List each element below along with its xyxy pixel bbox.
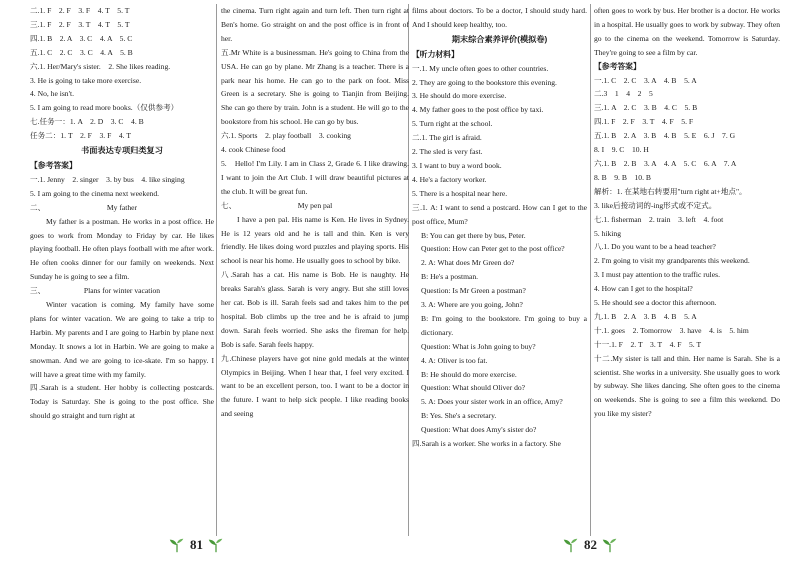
- answer-line: 二.1. F 2. F 3. F 4. T 5. T: [30, 6, 130, 15]
- answer-line: 3. A: Where are you going, John?: [421, 300, 523, 310]
- answer-line: 一.1. C 2. C 3. A 4. B 5. A: [594, 75, 697, 85]
- page-number: 82: [584, 537, 597, 552]
- answer-tag: 【参考答案】: [30, 160, 77, 170]
- column-3: [412, 4, 587, 451]
- section-heading-final-exam: 期末综合素养评价(模拟卷): [451, 34, 548, 44]
- answer-line: 一.1. My uncle often goes to other countries.: [412, 63, 549, 73]
- sprout-icon: [207, 536, 225, 554]
- answer-line: B: He's a postman.: [421, 272, 479, 282]
- answer-line: 四.1. B 2. A 3. C 4. A 5. C: [30, 33, 133, 43]
- passage-directions: the cinema. Turn right again and turn left. Then turn right at Ben's home. Go straight on and the post office is in front of her.: [221, 6, 409, 43]
- answer-line: 一.1. Jenny 2. singer 3. by bus 4. like singing: [30, 174, 185, 184]
- answer-line: 5. I am going to the cinema next weekend.: [30, 188, 160, 198]
- answer-line: 三.1. A 2. C 3. B 4. C 5. B: [594, 103, 698, 113]
- answer-line: Question: Is Mr Green a postman?: [421, 286, 526, 296]
- answer-line: Question: What should Oliver do?: [421, 383, 526, 393]
- essay-my-sister: 十二.My sister is tall and thin. Her name is Sarah. She is a scientist. She works in a university. She usually goes to work by subway. She likes dancing. She often goes to the cinema on weekends. She is going to see a film this weekend. Do you like my sister?: [594, 353, 780, 419]
- dialog-line: 5. A: Does your sister work in an office, Amy?: [421, 397, 563, 407]
- answer-line: Question: What is John going to buy?: [421, 341, 536, 351]
- passage-mr-white: 五.Mr White is a businessman. He's going to China from the USA. He can go by plane. Mr Zhang is a teacher. There is a park near his home. He can go to the park on foot. Miss Green is a secretary. She is going to Tianjin from Beijing. She can go there by train. John is a student. He will go to the bookstore from his school. He can go by bus.: [221, 47, 409, 127]
- answer-line: 四.1. F 2. F 3. T 4. F 5. F: [594, 117, 694, 127]
- page-number-right: [562, 534, 619, 556]
- answer-line: 七.任务一：1. A 2. D 3. C 4. B: [30, 117, 144, 127]
- answer-line: 4. He's a factory worker.: [412, 174, 487, 184]
- essay-title-row: [221, 199, 409, 213]
- answer-list-1b: [30, 173, 214, 201]
- column-1: [30, 4, 214, 423]
- listening-tag: 【听力材料】: [412, 49, 459, 59]
- passage-sarah-worker: 四.Sarah is a worker. She works in a factory. She: [412, 439, 561, 449]
- answer-line: B: He should do more exercise.: [421, 369, 517, 379]
- answer-line: 八.1. Do you want to be a head teacher?: [594, 242, 716, 252]
- answer-line: 十一.1. F 2. T 3. T 4. F 5. T: [594, 339, 702, 349]
- answer-line: 8. I 9. C 10. H: [594, 145, 649, 155]
- page-number: 81: [190, 537, 203, 552]
- passage-olympics: 九.Chinese players have got nine gold medals at the winter Olympics in Beijing. When I hear that, I feel very excited. I want to be an excellent person, too. I want to be a doctor in the future. I want to help sick people. I like reading books and seeing: [221, 353, 409, 419]
- answer-line: 2. The sled is very fast.: [412, 147, 483, 157]
- answer-line: 3. I must pay attention to the traffic rules.: [594, 270, 720, 280]
- section-label: 二、: [30, 202, 46, 212]
- answer-line: 3. like后接动词的-ing形式或不定式。: [594, 200, 717, 210]
- answer-line: 3. He is going to take more exercise.: [30, 75, 142, 85]
- answer-list-1: [30, 4, 214, 143]
- answer-line: 六.1. B 2. B 3. A 4. A 5. C 6. A 7. A: [594, 158, 737, 168]
- passage-doctor: films about doctors. To be a doctor, I should study hard. And I should keep healthy, too.: [412, 6, 587, 29]
- sprout-icon: [168, 536, 186, 554]
- answer-line: Question: How can Peter get to the post office?: [421, 244, 565, 254]
- passage-sarah-postcards: 四.Sarah is a student. Her hobby is collecting postcards. Today is Saturday. She is going to the post office. She should go straight and turn right at: [30, 383, 214, 421]
- answer-line: 4. No, he isn't.: [30, 89, 74, 99]
- dialog-list: [412, 340, 587, 396]
- answer-line: 五.1. C 2. C 3. C 4. A 5. B: [30, 47, 133, 57]
- essay-pen-pal: I have a pen pal. His name is Ken. He lives in Sydney. He is 12 years old and he is tall and thin. Ken is very friendly. He likes doing word puzzles and playing sports. His school is near his home. He usually goes to school by bike.: [221, 214, 409, 266]
- answer-line: 2. A: What does Mr Green do?: [421, 258, 515, 268]
- answer-line: 五.1. B 2. A 3. B 4. B 5. E 6. J 7. G: [594, 131, 736, 141]
- answer-line: B: Yes. She's a secretary.: [421, 411, 497, 421]
- explanation: 解析：1. 在某地右转要用"turn right at+地点"。: [594, 186, 747, 196]
- answer-list-4b: [594, 199, 780, 352]
- answer-line: 4. How can I get to the hospital?: [594, 284, 693, 294]
- answer-line: 2. They are going to the bookstore this evening.: [412, 77, 557, 87]
- answer-list-4: [594, 74, 780, 185]
- sprout-icon: [562, 536, 580, 554]
- answer-line: 5. Turn right at the school.: [412, 119, 493, 129]
- section-label: 三、: [30, 286, 46, 296]
- answer-line: 4. A: Oliver is too fat.: [421, 355, 488, 365]
- page-number-left: [168, 534, 225, 556]
- answer-line: 8. B 9. B 10. B: [594, 172, 651, 182]
- passage-sarah-brother: often goes to work by bus. Her brother is a doctor. He works in a hospital. He usually goes to work by subway. They often go to the cinema on the weekend. Tomorrow is Saturday. They're going to see a film by car.: [594, 6, 780, 57]
- column-divider-3: [590, 4, 591, 536]
- essay-title: Plans for winter vacation: [83, 286, 161, 296]
- answer-line: 任务二：1. T 2. F 3. F 4. T: [30, 131, 131, 141]
- essay-title-row: [30, 284, 214, 298]
- answer-line: 九.1. B 2. A 3. B 4. B 5. A: [594, 311, 697, 321]
- answer-line: Question: What does Amy's sister do?: [421, 425, 537, 435]
- answer-line: 5. I am going to read more books.（仅供参考）: [30, 103, 179, 113]
- sprout-icon: [601, 536, 619, 554]
- dialog-list: [412, 229, 587, 312]
- essay-winter-vacation: Winter vacation is coming. My family have some plans for winter vacation. We are going to take a trip to Harbin. My parents and I are going to Harbin by plane next Monday. It snows a lot in Harbin. We are going to make a snowman. And we are going to ice-skate. I'm so happy. I will have a great time with my family.: [30, 300, 214, 379]
- answer-line: 4. cook Chinese food: [221, 145, 286, 155]
- answer-line: 十.1. goes 2. Tomorrow 3. have 4. is 5. him: [594, 325, 749, 335]
- answer-line: 六.1. Her/Mary's sister. 2. She likes reading.: [30, 61, 171, 71]
- column-divider-1: [216, 4, 217, 536]
- essay-title: My father: [106, 202, 138, 212]
- dialog-list: [412, 409, 587, 437]
- answer-line: 七.1. fisherman 2. train 3. left 4. foot: [594, 214, 724, 224]
- essay-title-row: [30, 201, 214, 215]
- answer-tag: 【参考答案】: [594, 61, 641, 71]
- answer-line: 3. I want to buy a word book.: [412, 160, 502, 170]
- answer-line: 5. There is a hospital near here.: [412, 188, 508, 198]
- column-4: [594, 4, 780, 421]
- answer-line: 二.1. The girl is afraid.: [412, 133, 482, 143]
- answer-line: 5. He should see a doctor this afternoon.: [594, 298, 717, 308]
- answer-line: B: You can get there by bus, Peter.: [421, 230, 526, 240]
- answer-line: 3. He should do more exercise.: [412, 91, 507, 101]
- section-label: 七、: [221, 200, 237, 210]
- essay-my-father: My father is a postman. He works in a post office. He goes to work from Monday to Friday by car. He likes playing football. He often plays football with me after work. He often cooks dinner for our family on weekends. Next Sunday he is going to see a film.: [30, 216, 214, 282]
- answer-line: 三.1. F 2. F 3. T 4. T 5. T: [30, 19, 130, 29]
- dialog-line: B: I'm going to the bookstore. I'm going to buy a dictionary.: [421, 313, 587, 337]
- section-heading-writing: 书面表达专项归类复习: [81, 146, 163, 156]
- answer-line: 4. My father goes to the post office by taxi.: [412, 105, 544, 115]
- answer-line: 5. hiking: [594, 228, 622, 238]
- dialog-line: 三.1. A: I want to send a postcard. How can I get to the post office, Mum?: [412, 202, 587, 226]
- passage-sarah-cat: 八.Sarah has a cat. His name is Bob. He is naughty. He breaks Sarah's glass. Sarah is very angry. But she still loves her cat. Bob is ill. Sarah feels sad and takes him to the pet hospital. Bob climbs up the tree and he is afraid to jump down. Sarah feels worried. She asks the fireman for help. Bob is safe. Sarah feels happy.: [221, 270, 409, 349]
- answer-line: 六.1. Sports 2. play football 3. cooking: [221, 131, 351, 141]
- passage-lily: 5. Hello! I'm Lily. I am in Class 2, Grade 6. I like drawing. I want to join the Art Club. I will draw beautiful pictures at the club. It will be great fun.: [221, 158, 409, 196]
- answer-line: 2. I'm going to visit my grandparents this weekend.: [594, 256, 750, 266]
- column-2: [221, 4, 409, 421]
- answer-list-2: [221, 129, 409, 157]
- answer-line: 二.3 1 4 2 5: [594, 89, 653, 99]
- listening-list: [412, 62, 587, 201]
- essay-title: My pen pal: [297, 200, 333, 210]
